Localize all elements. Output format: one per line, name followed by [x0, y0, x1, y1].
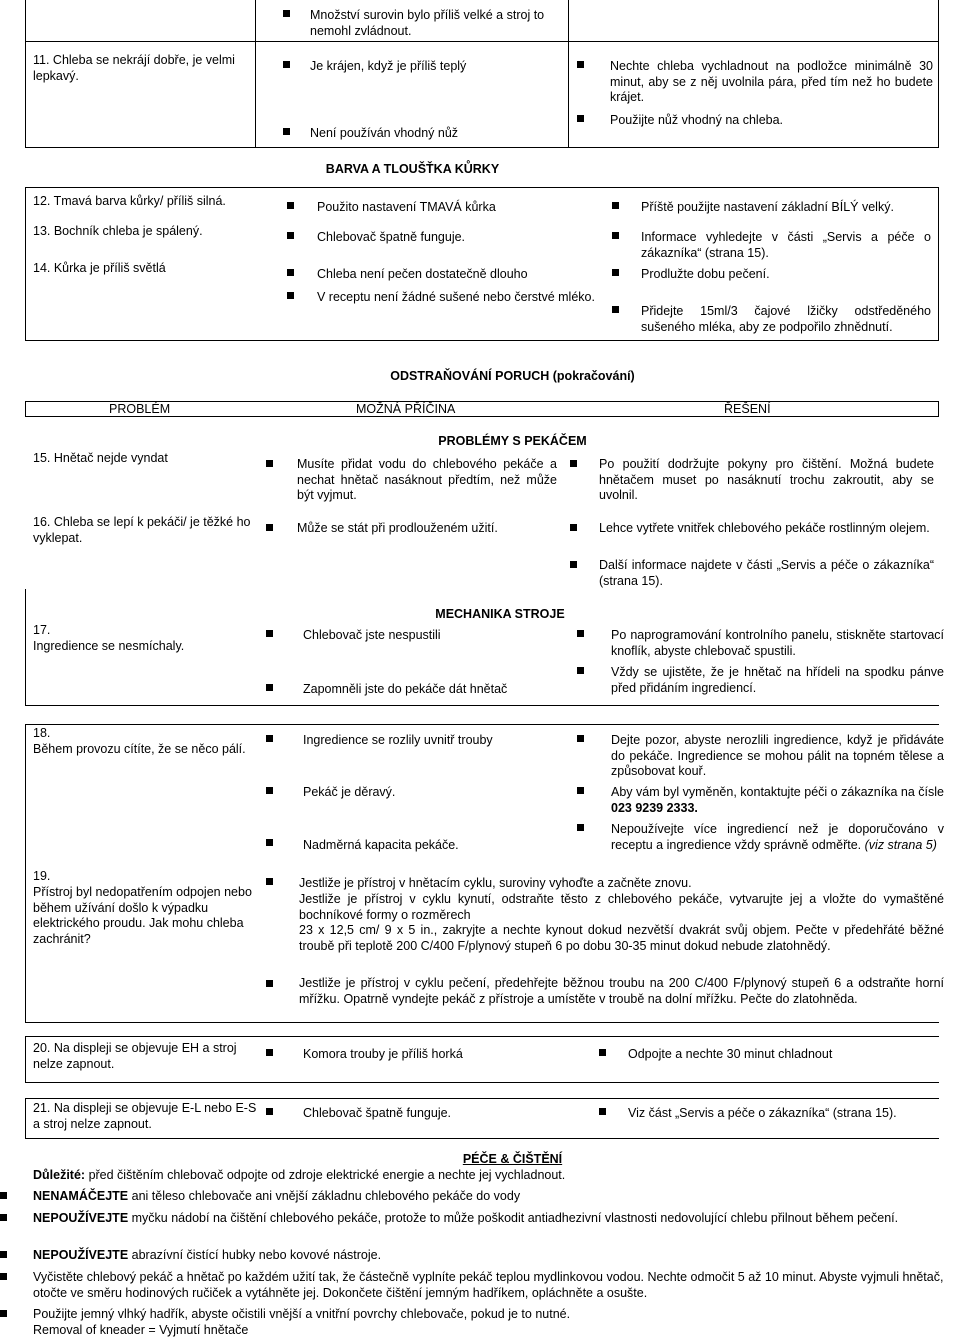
- bullet-icon: [266, 460, 273, 467]
- solution-19-b: Jestliže je přístroj v cyklu kynutí, odstraňte těsto z chlebového pekáče, vytvarujte jej a vložte do vymaštěné bochníkové formy o rozměrech: [299, 892, 944, 922]
- bullet-icon: [266, 1049, 273, 1056]
- problem-18: Během provozu cítíte, že se něco pálí.: [33, 742, 246, 756]
- phone-number: 023 9239 2333.: [611, 800, 698, 815]
- bullet-icon: [266, 630, 273, 637]
- bullet-icon: [577, 787, 584, 794]
- mech-heading: MECHANIKA STROJE: [435, 607, 565, 621]
- solution-19-c: 23 x 12,5 cm/ 9 x 5 in., zakryjte a nechte kynout dokud nezvětší dvakrát svůj objem. Pečte v předehřáté běžné troubě při teplotě 200 C/400 F/plynový stupeň 6 po dobu 30-35 minut dokud nebude zlatohnědý.: [299, 923, 944, 953]
- cause-12: Použito nastavení TMAVÁ kůrka: [317, 200, 496, 214]
- care-note: Removal of kneader = Vyjmutí hnětače: [33, 1323, 249, 1337]
- solution-14-a: Prodlužte dobu pečení.: [641, 267, 770, 281]
- cause-15: Musíte přidat vodu do chlebového pekáče a nechat hnětač nasáknout předtím, než může být vyjmut.: [297, 457, 557, 503]
- table-border: [25, 1138, 939, 1139]
- table-border: [255, 0, 256, 148]
- bullet-icon: [266, 524, 273, 531]
- problem-15: 15. Hnětač nejde vyndat: [33, 451, 168, 465]
- cause-17-b: Zapomněli jste do pekáče dát hnětač: [303, 682, 508, 696]
- bullet-icon: [0, 1273, 7, 1280]
- solution-15: Po použití dodržujte pokyny pro čištění. Možná budete hnětačem muset po nasáknutí trochu zakroutit, aby se uvolnil.: [599, 457, 934, 503]
- table-border: [25, 1082, 939, 1083]
- table-border: [25, 187, 26, 340]
- table-border: [25, 41, 939, 42]
- solution-13: Informace vyhledejte v části „Servis a péče o zákazníka“ (strana 15).: [641, 230, 931, 260]
- problem-11: 11. Chleba se nekrájí dobře, je velmi lepkavý.: [33, 53, 235, 83]
- bullet-icon: [266, 980, 273, 987]
- cause-18-a: Ingredience se rozlily uvnitř trouby: [303, 733, 493, 747]
- bullet-icon: [0, 1192, 7, 1199]
- header-border: [25, 401, 26, 417]
- problem-20: 20. Na displeji se objevuje EH a stroj nelze zapnout.: [33, 1041, 237, 1071]
- bullet-icon: [283, 61, 290, 68]
- table-border: [938, 187, 939, 340]
- pan-heading: PROBLÉMY S PEKÁČEM: [438, 434, 587, 448]
- bullet-icon: [283, 10, 290, 17]
- cause-14-b: V receptu není žádné sušené nebo čerstvé mléko.: [317, 290, 595, 304]
- care-item-5: Použijte jemný vlhký hadřík, abyste očistili vnější a vnitřní povrchy chlebovače, pokud je to nutné.: [33, 1307, 571, 1321]
- solution-11-b: Použijte nůž vhodný na chleba.: [610, 113, 784, 127]
- bullet-icon: [599, 1049, 606, 1056]
- cause-11-b: Není používán vhodný nůž: [310, 126, 459, 140]
- bullet-icon: [287, 202, 294, 209]
- bullet-icon: [287, 269, 294, 276]
- column-solution: ŘEŠENÍ: [724, 402, 771, 416]
- bullet-icon: [266, 787, 273, 794]
- bullet-icon: [577, 61, 584, 68]
- table-border: [25, 724, 26, 1022]
- solution-14-b: Přidejte 15ml/3 čajové lžičky odstředěného sušeného mléka, aby ze podpořilo zhnědnutí.: [641, 304, 931, 334]
- bullet-icon: [577, 735, 584, 742]
- header-border: [938, 401, 939, 417]
- care-item-3: NEPOUŽÍVEJTE abrazívní čistící hubky nebo kovové nástroje.: [33, 1248, 382, 1262]
- column-cause: MOŽNÁ PŘÍČINA: [356, 402, 456, 416]
- table-border: [25, 1022, 939, 1023]
- table-border: [25, 705, 939, 706]
- bullet-icon: [577, 115, 584, 122]
- cause-18-b: Pekáč je děravý.: [303, 785, 396, 799]
- bullet-icon: [570, 460, 577, 467]
- table-border: [25, 187, 939, 188]
- bullet-icon: [577, 667, 584, 674]
- solution-11-a: Nechte chleba vychladnout na podložce minimálně 30 minut, aby se z něj uvolnila pára, před tím než ho budete krájet.: [610, 59, 933, 105]
- problem-18-number: 18.: [33, 726, 51, 740]
- solution-17-a: Po naprogramování kontrolního panelu, stiskněte startovací knoflík, abyste chlebovač spustili.: [611, 628, 944, 658]
- cause-14-a: Chleba není pečen dostatečně dlouho: [317, 267, 528, 281]
- table-border: [25, 340, 939, 341]
- cause-16: Může se stát při prodlouženém užití.: [297, 521, 498, 535]
- table-border: [938, 0, 939, 148]
- solution-12: Příště použijte nastavení základní BÍLÝ velký.: [641, 200, 894, 214]
- cause-20: Komora trouby je příliš horká: [303, 1047, 463, 1061]
- page-reference: (viz strana 5): [864, 837, 937, 852]
- solution-17-b: Vždy se ujistěte, že je hnětač na hřídeli na spodku pánve před přidáním ingrediencí.: [611, 665, 944, 695]
- bullet-icon: [577, 824, 584, 831]
- problem-19-number: 19.: [33, 869, 51, 883]
- bullet-icon: [0, 1214, 7, 1221]
- problem-17: Ingredience se nesmíchaly.: [33, 639, 185, 653]
- bullet-icon: [599, 1108, 606, 1115]
- bullet-icon: [612, 269, 619, 276]
- solution-20: Odpojte a nechte 30 minut chladnout: [628, 1047, 833, 1061]
- cause-11-a: Je krájen, když je příliš teplý: [310, 59, 467, 73]
- cause-17-a: Chlebovač jste nespustili: [303, 628, 441, 642]
- table-border: [25, 1098, 939, 1099]
- column-problem: PROBLÉM: [109, 402, 171, 416]
- cause-13: Chlebovač špatně funguje.: [317, 230, 466, 244]
- bullet-icon: [612, 232, 619, 239]
- care-heading: PÉČE & ČIŠTĚNÍ: [462, 1152, 563, 1166]
- solution-16-a: Lehce vytřete vnitřek chlebového pekáče rostlinným olejem.: [599, 521, 930, 535]
- bullet-icon: [612, 306, 619, 313]
- problem-17-number: 17.: [33, 623, 51, 637]
- section-title: ODSTRAŇOVÁNÍ PORUCH (pokračování): [390, 369, 635, 383]
- bullet-icon: [287, 232, 294, 239]
- solution-16-b: Další informace najdete v části „Servis a péče o zákazníka“ (strana 15).: [599, 558, 934, 588]
- table-border: [25, 1098, 26, 1138]
- solution-18-a: Dejte pozor, abyste nerozlili ingredience, když je přidáváte do pekáče. Ingredience se mohou pálit na topném tělese a způsobovat kouř.: [611, 733, 944, 779]
- bullet-icon: [266, 878, 273, 885]
- problem-14: 14. Kůrka je příliš světlá: [33, 261, 166, 275]
- bullet-icon: [570, 561, 577, 568]
- solution-18-c: Nepoužívejte více ingrediencí než je doporučováno v receptu a ingredience vždy správně odměřte. (viz strana 5): [611, 822, 944, 852]
- prev-cause: Množství surovin bylo příliš velké a stroj to nemohl zvládnout.: [310, 8, 545, 38]
- solution-19-d: Jestliže je přístroj v cyklu pečení, předehřejte běžnou troubu na 200 C/400 F/plynový stupeň 6 a odstraňte horní mřížku. Opatrně vyndejte pekáč z přístroje a umístěte v troubě na dolní mřížku. Pečte do zlatohněda.: [299, 976, 944, 1006]
- bullet-icon: [0, 1251, 7, 1258]
- problem-13: 13. Bochník chleba je spálený.: [33, 224, 203, 238]
- table-border: [25, 0, 26, 148]
- bullet-icon: [612, 202, 619, 209]
- table-border: [568, 0, 569, 148]
- bullet-icon: [266, 684, 273, 691]
- cause-21: Chlebovač špatně funguje.: [303, 1106, 452, 1120]
- solution-19-a: Jestliže je přístroj v hnětacím cyklu, suroviny vyhoďte a začněte znovu.: [299, 876, 692, 890]
- bullet-icon: [570, 524, 577, 531]
- care-item-2: NEPOUŽÍVEJTE myčku nádobí na čištění chlebového pekáče, protože to může poškodit antiadhezivní vlastnosti nedovolující chlebu přilnout během pečení.: [33, 1211, 899, 1225]
- cause-18-c: Nadměrná kapacita pekáče.: [303, 838, 459, 852]
- solution-18-b: Aby vám byl vyměněn, kontaktujte péči o zákazníka na čísle 023 9239 2333.: [611, 785, 944, 815]
- care-item-1: NENAMÁČEJTE ani těleso chlebovače ani vnější základnu chlebového pekáče do vody: [33, 1189, 521, 1203]
- bullet-icon: [0, 1310, 7, 1317]
- bullet-icon: [283, 128, 290, 135]
- care-item-4: Vyčistěte chlebový pekáč a hnětač po každém užití tak, že částečně vyplníte pekáč teplou mydlinkovou vodou. Nechte odmočit 5 až 10 minut. Abyste vyjmuli hnětač, otočte ve směru hodinových ručiček a vytáhněte jej. Dokončete čištění jemným hadříkem, opláchněte a osušte.: [33, 1270, 944, 1300]
- problem-21: 21. Na displeji se objevuje E-L nebo E-S a stroj nelze zapnout.: [33, 1101, 257, 1131]
- problem-16: 16. Chleba se lepí k pekáči/ je těžké ho vyklepat.: [33, 515, 251, 545]
- bullet-icon: [266, 735, 273, 742]
- problem-19: Přístroj byl nedopatřením odpojen nebo během užívání došlo k výpadku elektrického proudu. Jak mohu chleba zachránit?: [33, 885, 252, 946]
- bullet-icon: [577, 630, 584, 637]
- table-border: [25, 1036, 939, 1037]
- crust-heading: BARVA A TLOUŠŤKA KŮRKY: [325, 162, 500, 176]
- table-border: [25, 724, 939, 725]
- table-border: [25, 589, 26, 705]
- bullet-icon: [287, 292, 294, 299]
- table-border: [25, 1036, 26, 1082]
- solution-21: Viz část „Servis a péče o zákazníka“ (strana 15).: [628, 1106, 897, 1120]
- bullet-icon: [266, 1108, 273, 1115]
- problem-12: 12. Tmavá barva kůrky/ příliš silná.: [33, 194, 226, 208]
- bullet-icon: [266, 839, 273, 846]
- table-border: [25, 147, 939, 148]
- care-important: Důležité: před čištěním chlebovač odpojte od zdroje elektrické energie a nechte jej vychladnout.: [33, 1168, 566, 1182]
